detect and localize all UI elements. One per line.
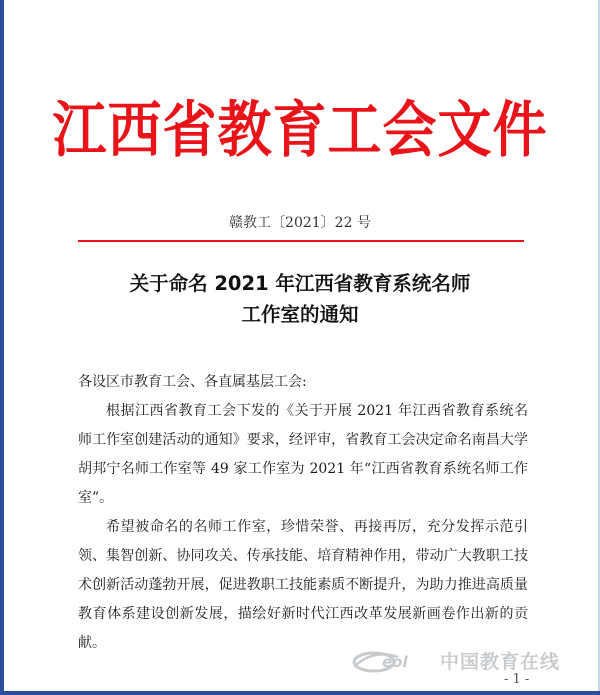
header-divider xyxy=(78,240,524,242)
salutation: 各设区市教育工会、各直属基层工会: xyxy=(78,374,307,390)
notice-title-line2: 工作室的通知 xyxy=(241,303,359,326)
notice-title-line1: 关于命名 2021 年江西省教育系统名师 xyxy=(129,272,471,295)
body-paragraph-2: 希望被命名的名师工作室，珍惜荣誉、再接再厉，充分发挥示范引领、集智创新、协同攻关、传承技能、培育精神作用，带动广大教职工技术创新活动蓬勃开展，促进教职工技能素质不断提升，为助力推进高质量教育体系建设创新发展，描绘好新时代江西改革发展新画卷作出新的贡献。 xyxy=(78,519,528,651)
page-number: - 1 - xyxy=(504,672,530,687)
notice-title xyxy=(0,268,600,330)
document-number: 赣教工〔2021〕22 号 xyxy=(229,215,371,231)
svg-text:eol: eol xyxy=(382,653,408,671)
frame-bottom-border xyxy=(0,691,600,695)
watermark-text: 中国教育在线 xyxy=(440,650,561,673)
body-paragraph-1: 根据江西省教育工会下发的《关于开展 2021 年江西省教育系统名师工作室创建活动的通知》要求，经评审，省教育工会决定命名南昌大学胡邦宁名师工作室等 49 家工作室为 2021 年“江西省教育系统名师工作室”。 xyxy=(78,403,528,506)
document-body xyxy=(78,368,528,658)
document-masthead: 江西省教育工会文件 xyxy=(52,94,548,165)
eol-logo-icon xyxy=(352,645,430,675)
